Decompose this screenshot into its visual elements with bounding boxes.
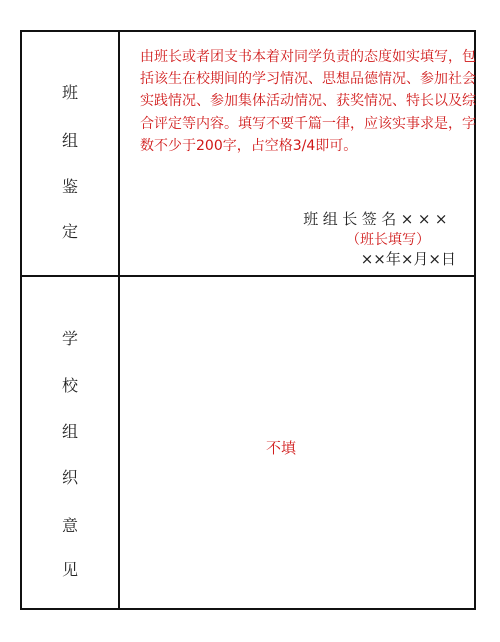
school-opinion-label-char: 见	[61, 560, 78, 579]
class-review-label-char: 组	[61, 131, 78, 150]
school-opinion-label-char: 校	[61, 376, 78, 395]
leave-blank-note: 不填	[266, 439, 297, 457]
school-opinion-label-cell	[22, 277, 120, 608]
class-review-label-char: 定	[61, 222, 78, 241]
class-review-content-cell	[120, 32, 474, 275]
appraisal-form-table	[20, 30, 476, 610]
school-opinion-label-char: 组	[61, 422, 78, 441]
signature-note: （班长填写）	[346, 232, 430, 248]
school-opinion-label-char: 学	[61, 329, 78, 348]
school-opinion-label-char: 织	[61, 468, 78, 487]
school-opinion-label-char: 意	[61, 516, 78, 535]
class-review-label-char: 鉴	[61, 177, 78, 196]
class-review-label-char: 班	[61, 83, 78, 102]
date-line: ××年×月×日	[360, 250, 456, 268]
class-review-instructions: 由班长或者团支书本着对同学负责的态度如实填写，包括该生在校期间的学习情况、思想品德情况、参加社会实践情况、参加集体活动情况、获奖情况、特长以及综合评定等内容。填写不要千篇一律，应该实事求是，字数不少于200字，占空格3/4即可。	[140, 49, 476, 154]
signature-line: 班组长签名×××	[303, 210, 452, 228]
school-opinion-row	[22, 277, 474, 608]
class-review-label-cell	[22, 32, 120, 275]
class-review-row	[22, 32, 474, 277]
school-opinion-content-cell	[120, 277, 474, 608]
